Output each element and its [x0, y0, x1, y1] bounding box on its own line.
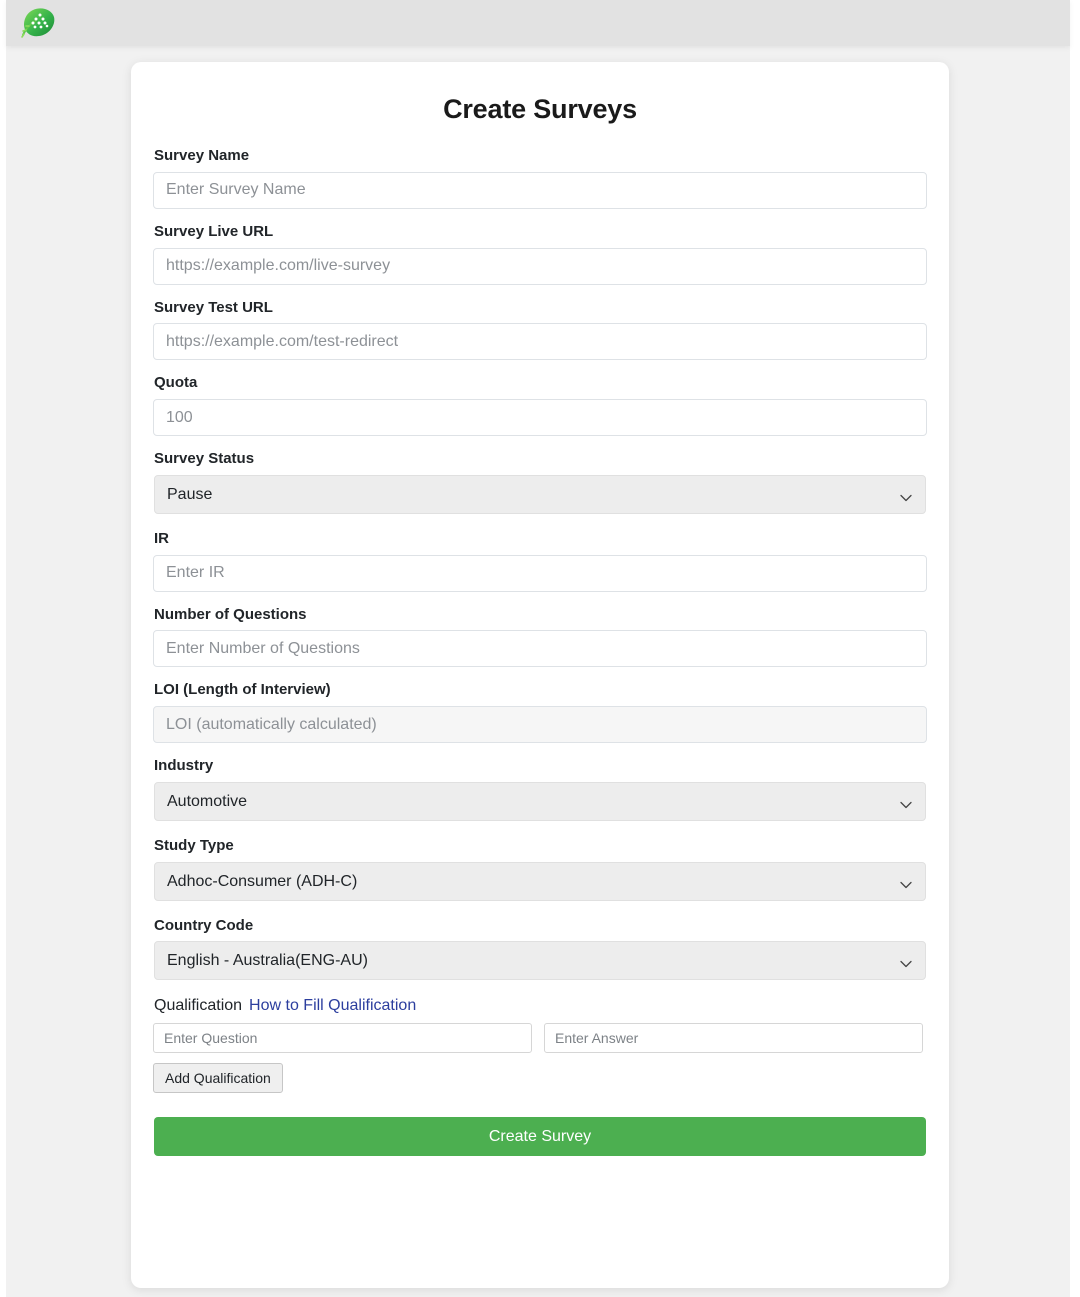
country-code-select-wrap	[154, 941, 926, 980]
qualification-header	[154, 996, 927, 1017]
label-survey-name: Survey Name	[154, 147, 250, 164]
label-loi: LOI (Length of Interview)	[154, 681, 331, 699]
label-qualification: Qualification	[154, 997, 243, 1015]
create-survey-card	[131, 62, 949, 1288]
qualification-row	[153, 1023, 927, 1053]
field-survey-test-url	[153, 299, 927, 361]
top-bar	[6, 0, 1070, 46]
industry-select-wrap	[154, 782, 926, 821]
field-country-code	[153, 917, 927, 981]
number-of-questions-input[interactable]	[153, 630, 927, 667]
qualification-question-input[interactable]	[153, 1023, 532, 1053]
label-industry: Industry	[154, 757, 214, 774]
label-ir: IR	[154, 529, 169, 547]
add-qualification-button[interactable]: Add Qualification	[153, 1063, 283, 1093]
field-survey-name	[153, 147, 927, 209]
loi-input	[153, 706, 927, 743]
label-quota: Quota	[154, 374, 198, 392]
industry-select[interactable]	[154, 782, 926, 821]
survey-name-input[interactable]	[153, 172, 927, 209]
country-code-select[interactable]	[154, 941, 926, 980]
survey-live-url-input[interactable]	[153, 248, 927, 285]
quota-input[interactable]	[153, 399, 927, 436]
ir-input[interactable]	[153, 555, 927, 592]
study-type-select-wrap	[154, 862, 926, 901]
leaf-logo-icon[interactable]	[20, 4, 62, 42]
label-country-code: Country Code	[154, 916, 254, 934]
label-number-of-questions: Number of Questions	[154, 605, 307, 623]
field-ir	[153, 530, 927, 592]
field-quota	[153, 374, 927, 436]
field-survey-status	[153, 450, 927, 514]
label-study-type: Study Type	[154, 836, 234, 854]
field-loi	[153, 681, 927, 743]
field-qualification	[153, 996, 927, 1115]
label-survey-status: Survey Status	[154, 450, 255, 467]
label-survey-live-url: Survey Live URL	[154, 222, 274, 240]
field-study-type	[153, 837, 927, 901]
page-title: Create Surveys	[443, 94, 637, 124]
survey-status-select-wrap	[154, 475, 926, 514]
study-type-select[interactable]	[154, 862, 926, 901]
how-to-fill-qualification-link[interactable]: How to Fill Qualification	[249, 997, 417, 1015]
create-survey-button[interactable]: Create Survey	[154, 1117, 926, 1156]
field-survey-live-url	[153, 223, 927, 285]
label-survey-test-url: Survey Test URL	[154, 298, 273, 316]
field-industry	[153, 757, 927, 821]
qualification-answer-input[interactable]	[544, 1023, 923, 1053]
survey-test-url-input[interactable]	[153, 323, 927, 360]
survey-status-select[interactable]	[154, 475, 926, 514]
field-number-of-questions	[153, 606, 927, 668]
